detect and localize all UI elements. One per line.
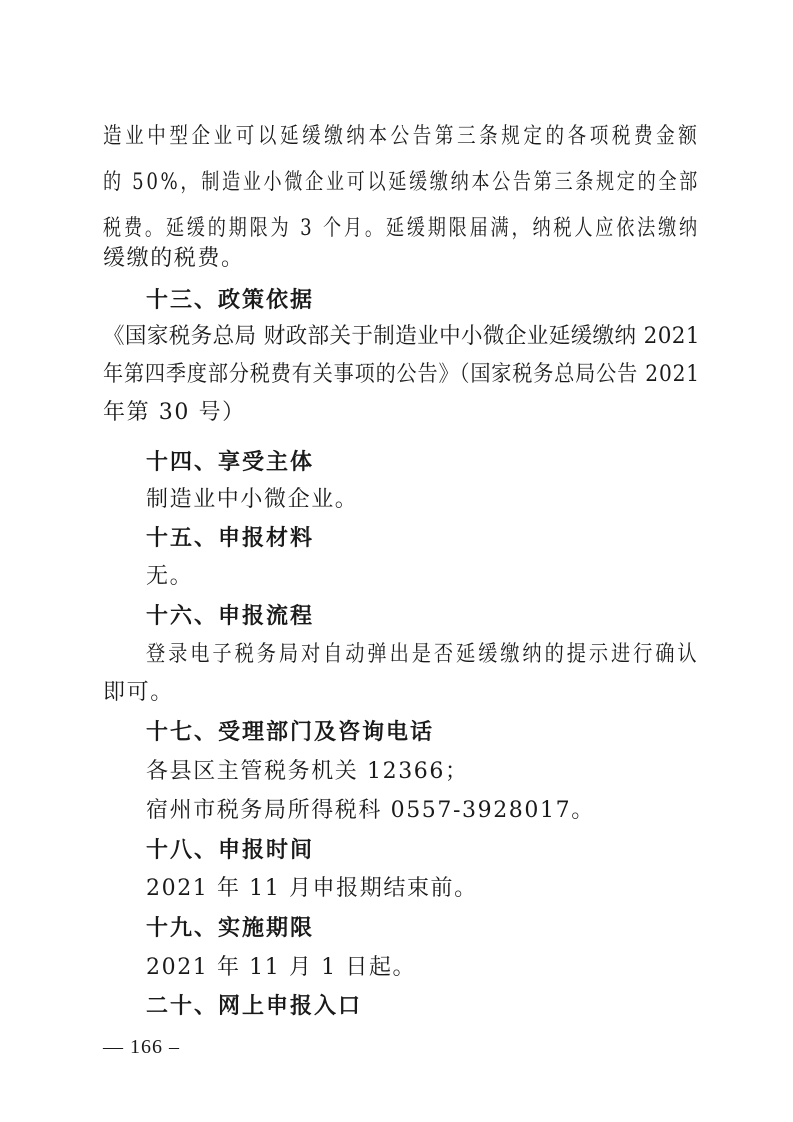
paragraph-line: 缓缴的税费。 <box>103 246 245 271</box>
section-17-line: 宿州市税务局所得税科 0557-3928017。 <box>146 798 595 823</box>
paragraph-line: 税费。延缓的期限为 3 个月。延缓期限届满，纳税人应依法缴纳 <box>103 216 701 241</box>
section-19-text: 2021 年 11 月 1 日起。 <box>146 955 417 980</box>
section-heading-17: 十七、受理部门及咨询电话 <box>146 720 435 745</box>
section-13-line: 年第四季度部分税费有关事项的公告》（国家税务总局公告 2021 <box>103 362 700 387</box>
section-18-text: 2021 年 11 月申报期结束前。 <box>146 876 478 901</box>
section-heading-16: 十六、申报流程 <box>146 604 315 629</box>
paragraph-line: 造业中型企业可以延缓缴纳本公告第三条规定的各项税费金额 <box>103 124 701 149</box>
page-number: — 166 – <box>103 1036 180 1058</box>
section-heading-13: 十三、政策依据 <box>146 288 315 313</box>
section-heading-14: 十四、享受主体 <box>146 450 315 475</box>
section-heading-20: 二十、网上申报入口 <box>146 994 363 1019</box>
section-16-line: 登录电子税务局对自动弹出是否延缓缴纳的提示进行确认 <box>146 642 700 667</box>
paragraph-line: 的 50%，制造业小微企业可以延缓缴纳本公告第三条规定的全部 <box>103 170 700 195</box>
section-heading-18: 十八、申报时间 <box>146 838 315 863</box>
section-14-text: 制造业中小微企业。 <box>146 487 359 512</box>
section-heading-15: 十五、申报材料 <box>146 526 315 551</box>
section-13-line: 年第 30 号） <box>103 400 246 425</box>
section-heading-19: 十九、实施期限 <box>146 916 315 941</box>
section-13-line: 《国家税务总局 财政部关于制造业中小微企业延缓缴纳 2021 <box>103 324 700 349</box>
section-17-line: 各县区主管税务机关 12366； <box>146 759 469 784</box>
section-15-text: 无。 <box>146 564 194 589</box>
section-16-line: 即可。 <box>103 680 174 705</box>
